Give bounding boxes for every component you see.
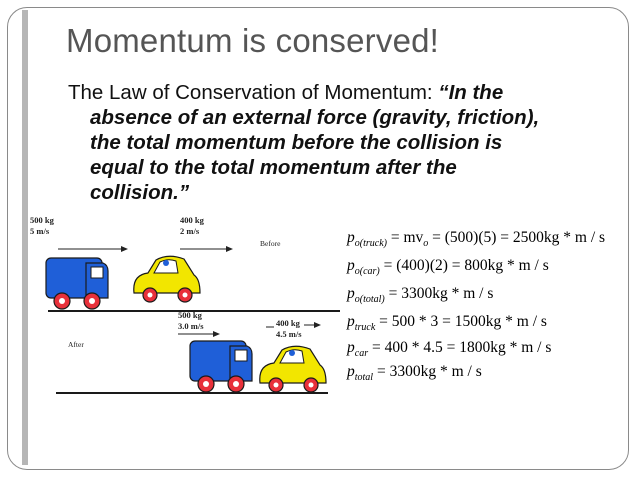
law-quote-line-1: “In the [438, 81, 504, 104]
after-truck-arrow [178, 331, 220, 337]
law-quote-line-4: equal to the total momentum after the [90, 156, 457, 179]
law-statement [68, 80, 613, 205]
equation-p-total: $p_{total} = 3300kg * m / s$ [347, 363, 482, 383]
after-truck-mass: 500 kg [178, 310, 202, 320]
equation-p-o-total: $p_{o(total)} = 3300kg * m / s$ [347, 285, 494, 305]
before-truck [46, 258, 108, 309]
law-quote-line-2: absence of an external force (gravity, friction), [90, 106, 540, 129]
before-car-mass: 400 kg [180, 215, 204, 225]
before-car [134, 256, 200, 302]
equation-p-o-truck: $p_{o(truck)} = mv_o = (500)(5) = 2500kg * m / s$ [347, 229, 606, 249]
collision-diagram [28, 205, 348, 405]
equation-p-car: $p_{car} = 400 * 4.5 = 1800kg * m / s$ [347, 339, 552, 359]
before-truck-mass: 500 kg [30, 215, 54, 225]
slide-title: Momentum is conserved! [66, 22, 440, 59]
before-truck-speed: 5 m/s [30, 226, 50, 236]
after-car-speed: 4.5 m/s [276, 329, 302, 339]
before-car-arrow [180, 246, 233, 252]
before-truck-arrow [58, 246, 128, 252]
after-truck-speed: 3.0 m/s [178, 321, 204, 331]
equation-p-truck: $p_{truck} = 500 * 3 = 1500kg * m / s$ [347, 313, 547, 333]
law-quote-line-3: the total momentum before the collision is [90, 131, 503, 154]
after-truck [190, 341, 252, 392]
after-label: After [68, 340, 84, 349]
equation-p-o-car: $p_{o(car)} = (400)(2) = 800kg * m / s$ [347, 257, 549, 277]
law-intro: The Law of Conservation of Momentum: [68, 81, 439, 104]
after-car-mass: 400 kg [276, 318, 300, 328]
after-car [260, 346, 326, 392]
law-quote-line-5: collision.” [90, 181, 190, 204]
before-label: Before [260, 239, 281, 248]
before-car-speed: 2 m/s [180, 226, 200, 236]
